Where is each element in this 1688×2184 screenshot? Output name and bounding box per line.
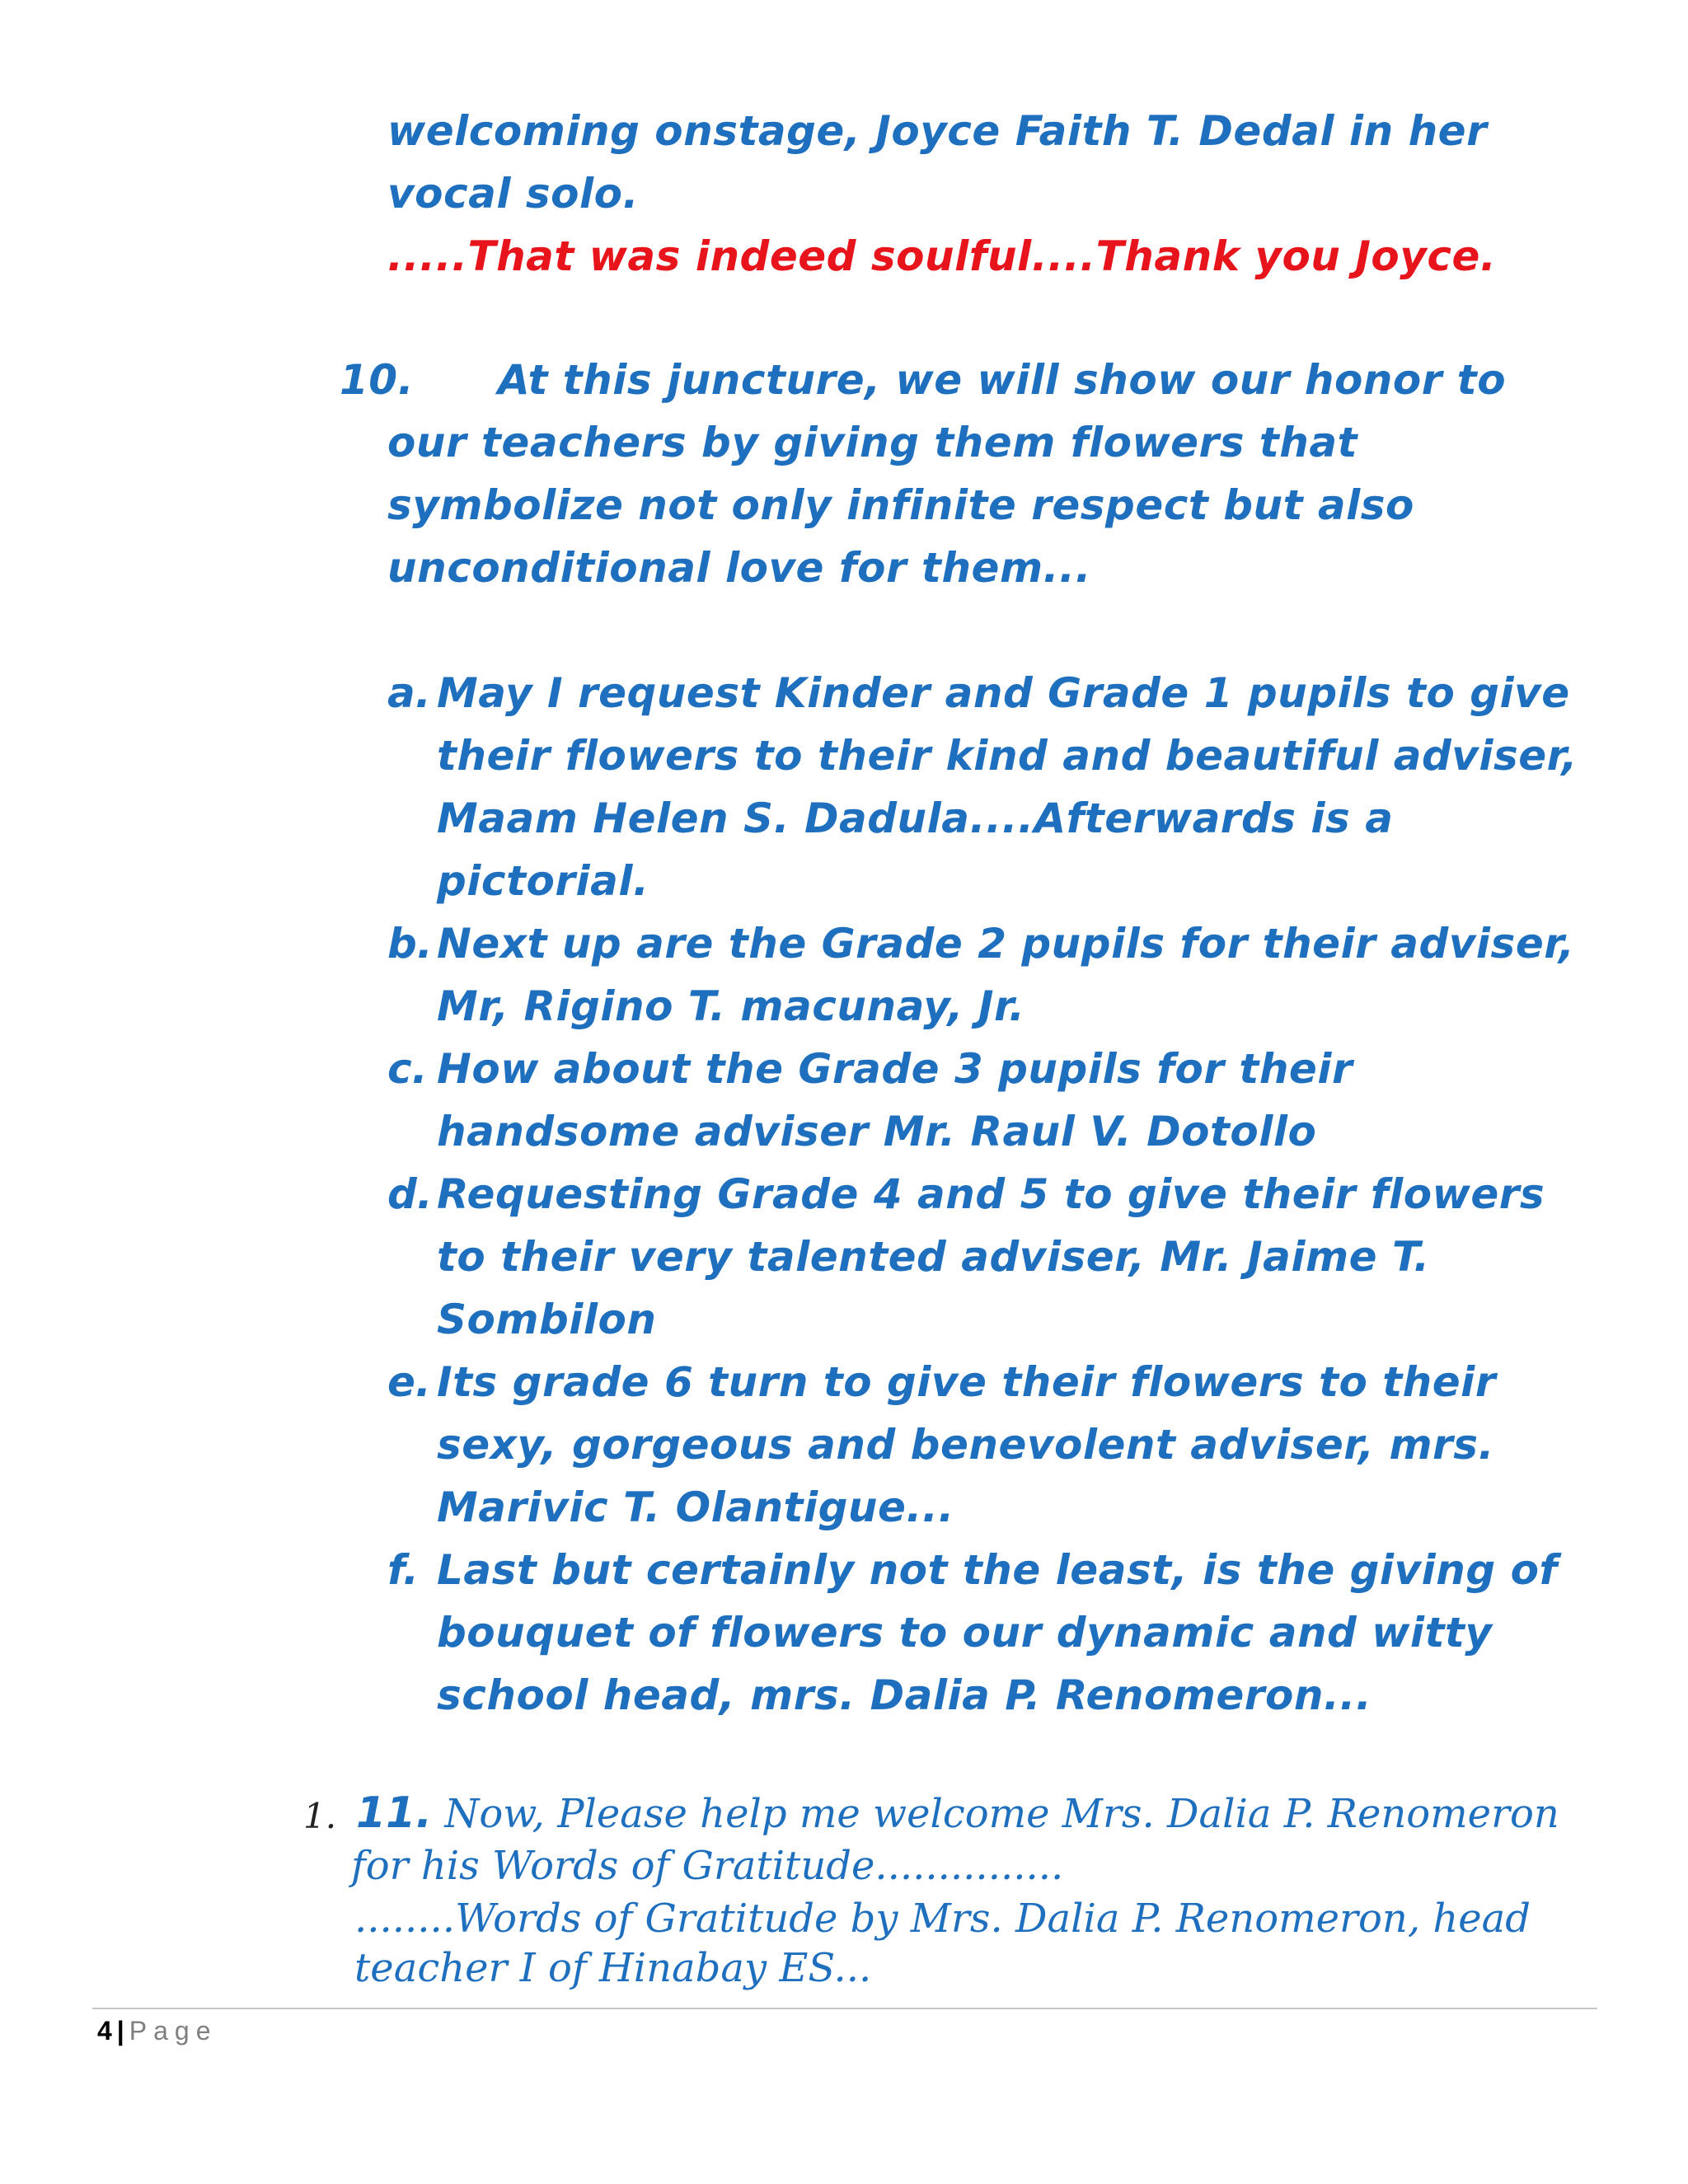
- item-11-line-3: ........Words of Gratitude by Mrs. Dalia P. Renomeron, head: [354, 1896, 1531, 1942]
- sub-item-letter: d.: [387, 1170, 433, 1218]
- sub-item-line: Last but certainly not the least, is the giving of: [437, 1546, 1558, 1594]
- intro-thanks-line: .....That was indeed soulful....Thank you Joyce.: [387, 232, 1497, 280]
- sub-item-line: May I request Kinder and Grade 1 pupils to give: [437, 669, 1570, 717]
- intro-line-1: welcoming onstage, Joyce Faith T. Dedal in her: [387, 107, 1488, 155]
- sub-item-line: handsome adviser Mr. Raul V. Dotollo: [437, 1108, 1317, 1155]
- sub-item-letter: e.: [387, 1358, 431, 1406]
- item-10-line-1: At this juncture, we will show our honor to: [498, 356, 1507, 404]
- sub-item-line: bouquet of flowers to our dynamic and witty: [437, 1609, 1493, 1657]
- sub-item-line: Maam Helen S. Dadula....Afterwards is a: [437, 794, 1394, 842]
- item-10-number: 10.: [340, 356, 415, 404]
- sub-item-line: sexy, gorgeous and benevolent adviser, mrs.: [437, 1421, 1494, 1469]
- item-11-line-1-text: Now, Please help me welcome Mrs. Dalia P. Renomeron: [432, 1791, 1559, 1837]
- item-10-line-4: unconditional love for them...: [387, 544, 1092, 592]
- page-number: 4: [97, 2016, 112, 2046]
- item-11-number: 11.: [356, 1788, 433, 1838]
- sub-item-line: Mr, Rigino T. macunay, Jr.: [437, 982, 1025, 1030]
- sub-item-letter: b.: [387, 920, 433, 968]
- sub-item-line: Requesting Grade 4 and 5 to give their flowers: [437, 1170, 1545, 1218]
- intro-line-2: vocal solo.: [387, 170, 639, 218]
- page-separator: |: [116, 2016, 124, 2046]
- sub-item-line: to their very talented adviser, Mr. Jaime T.: [437, 1233, 1430, 1281]
- sub-item-line: How about the Grade 3 pupils for their: [437, 1045, 1353, 1093]
- item-10-line-3: symbolize not only infinite respect but also: [387, 481, 1414, 529]
- item-11-line-4: teacher I of Hinabay ES...: [354, 1945, 872, 1991]
- sub-item-line: their flowers to their kind and beautiful adviser,: [437, 732, 1578, 780]
- sub-item-line: Sombilon: [437, 1296, 657, 1343]
- sub-item-letter: f.: [387, 1546, 420, 1594]
- sub-item-line: pictorial.: [437, 857, 649, 905]
- page-label: Page: [129, 2016, 218, 2046]
- item-11-line-2: for his Words of Gratitude...............: [351, 1843, 1064, 1889]
- sub-item-letter: c.: [387, 1045, 428, 1093]
- footer-divider: [92, 2008, 1597, 2009]
- sub-item-letter: a.: [387, 669, 431, 717]
- sub-item-line: school head, mrs. Dalia P. Renomeron...: [437, 1671, 1372, 1719]
- sub-item-line: Next up are the Grade 2 pupils for their adviser,: [437, 920, 1575, 968]
- page-footer: [97, 2013, 217, 2049]
- item-11-line-1: [356, 1788, 1559, 1839]
- item-10-line-2: our teachers by giving them flowers that: [387, 419, 1358, 466]
- sub-item-line: Marivic T. Olantigue...: [437, 1483, 954, 1531]
- sub-item-line: Its grade 6 turn to give their flowers to their: [437, 1358, 1496, 1406]
- item-11-list-marker: 1.: [303, 1796, 337, 1836]
